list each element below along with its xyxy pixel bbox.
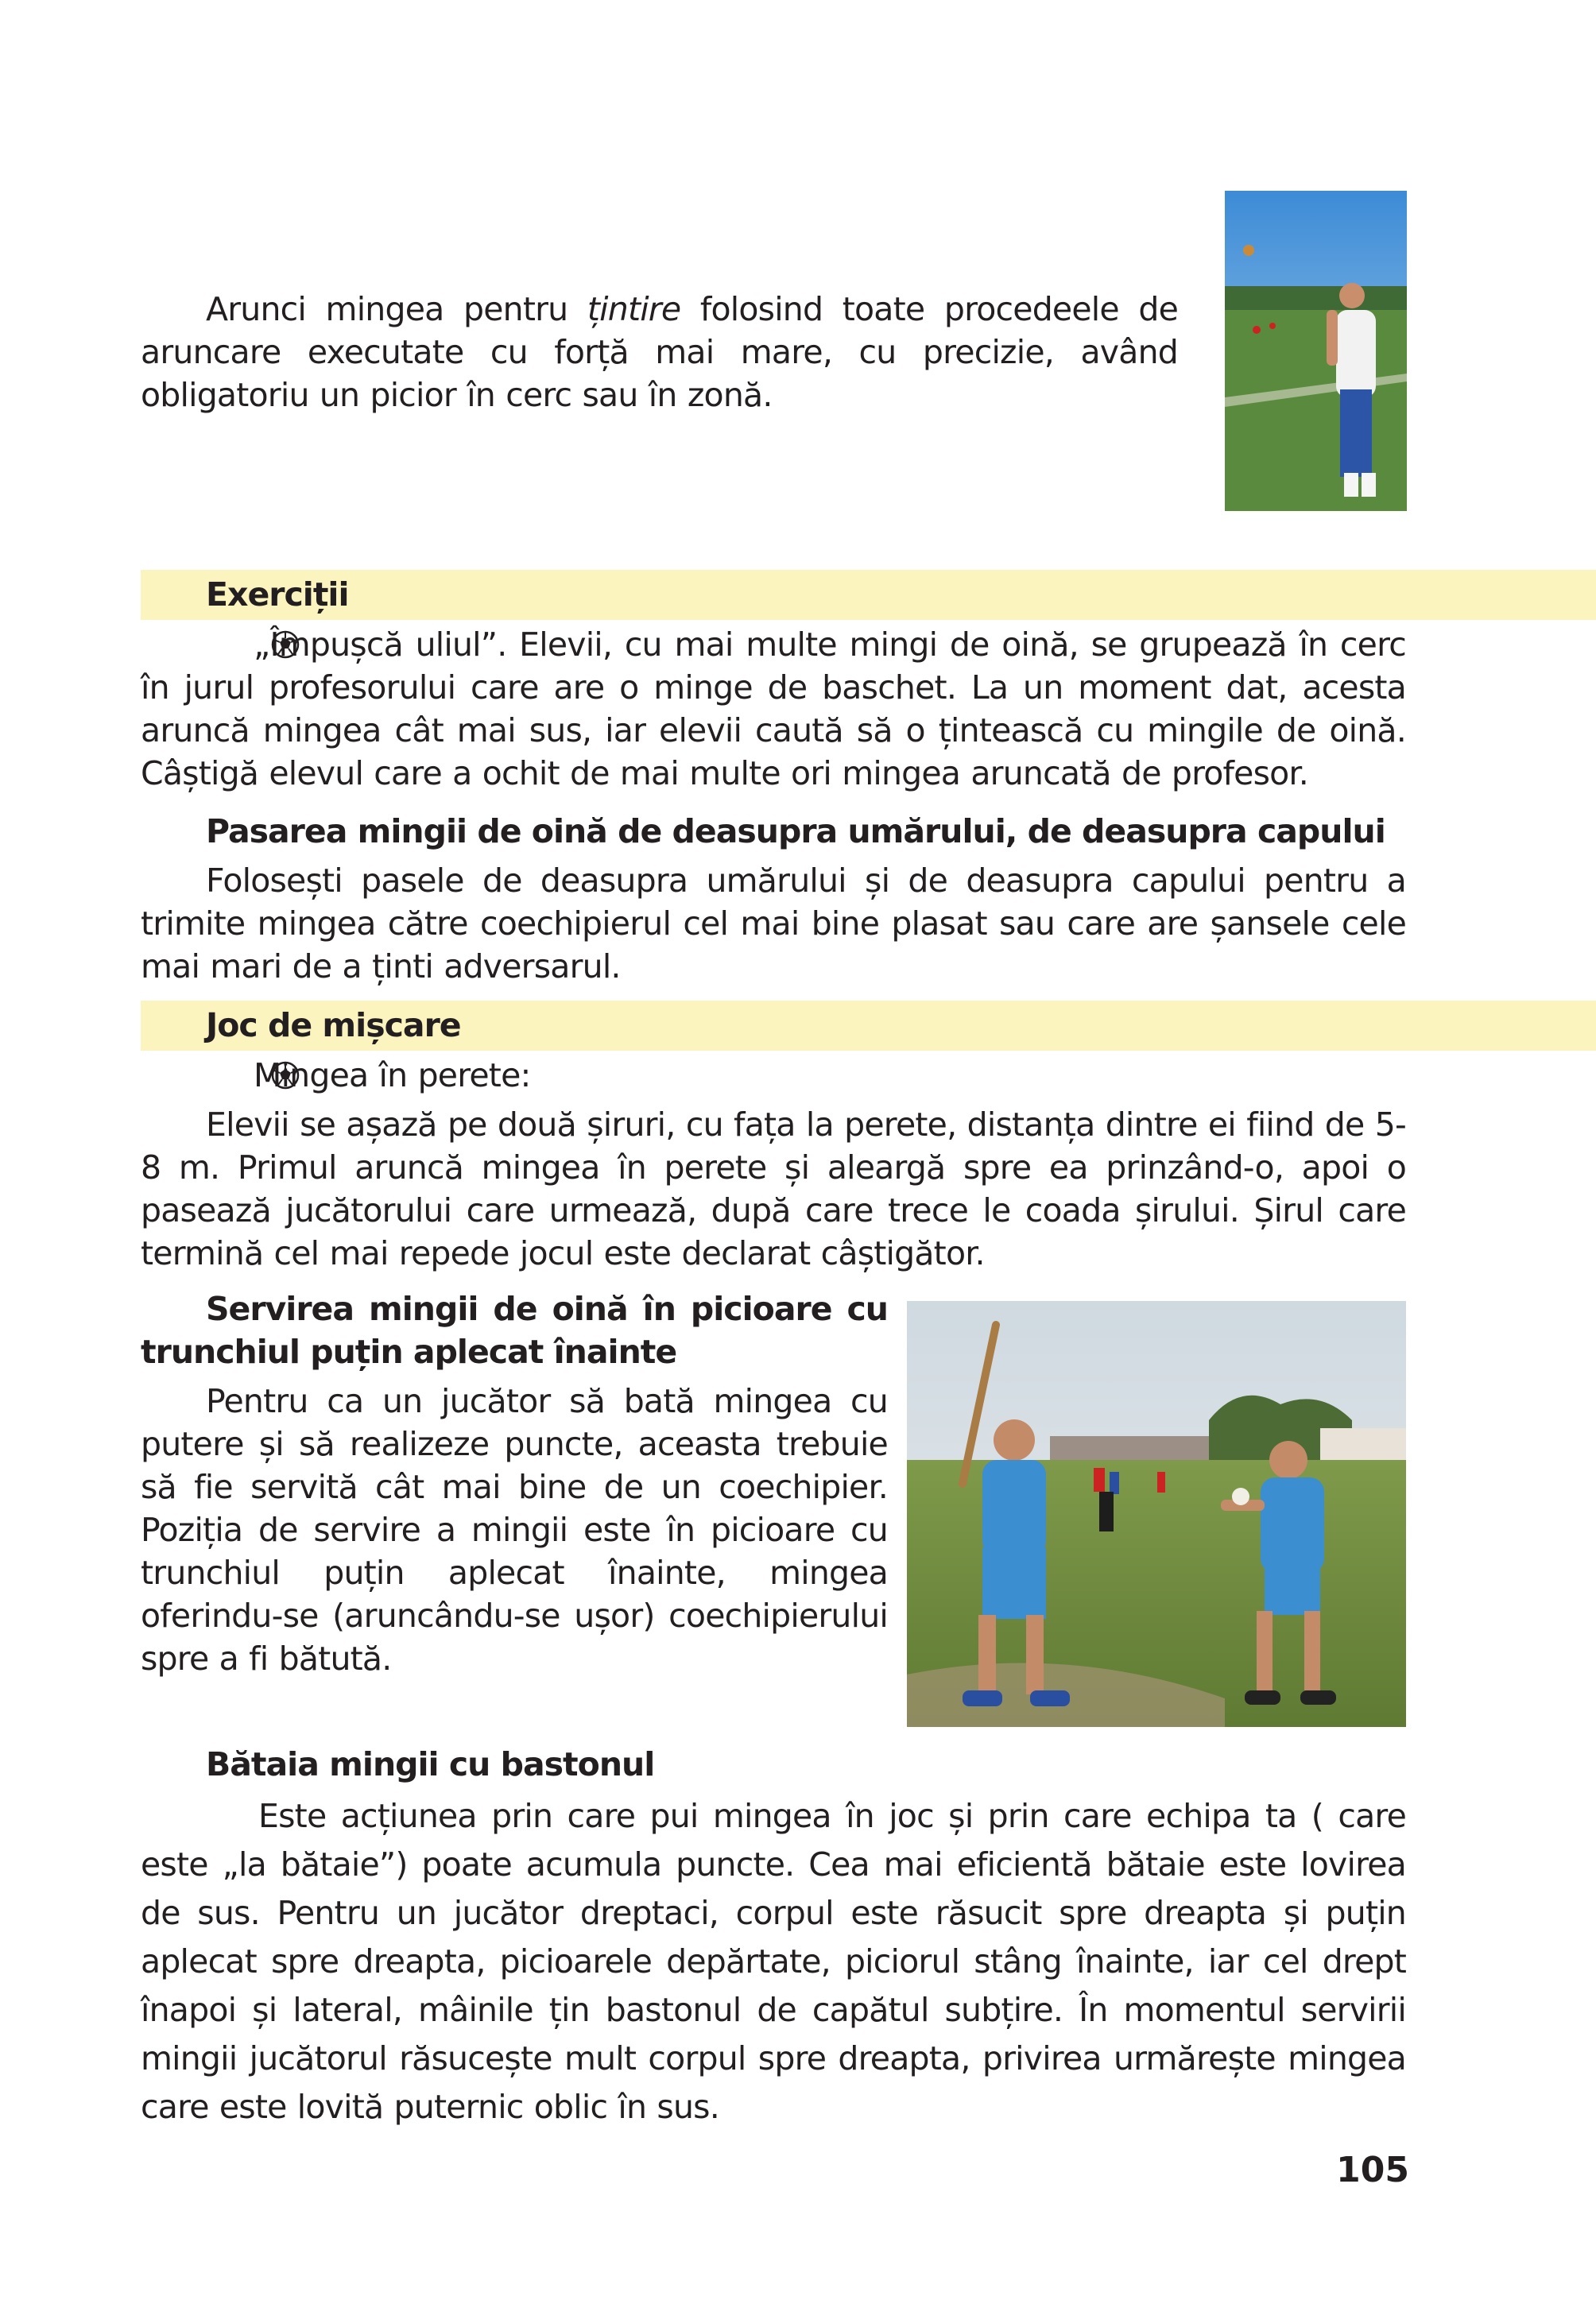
section-band-exercitii (141, 570, 1596, 620)
servirea-section (141, 1287, 888, 1680)
bataia-heading: Bătaia mingii cu bastonul (206, 1745, 655, 1783)
servirea-heading (141, 1287, 888, 1373)
intro-text: Arunci mingea pentru țintire folosind toate procedeele de aruncare executate cu forță mai mare, cu precizie, având obligatoriu un picior în cerc sau în zonă. (141, 290, 1178, 414)
pasarea-text: Folosești pasele de deasupra umărului și de deasupra capului pentru a trimite mingea către coechipierul cel mai bine plasat sau care are șansele cele mai mari de a ținti adversarul. (141, 862, 1406, 985)
joc-text: Elevii se așază pe două șiruri, cu fața la perete, distanța dintre ei fiind de 5-8 m. Primul aruncă mingea în perete și aleargă spre ea prinzând-o, apoi o pasează jucătorului care urmează, după care trece le coada șirului. Șirul care termină cel mai repede jocul este declarat câștigător. (141, 1105, 1406, 1272)
exercitii-content (141, 623, 1406, 795)
soccer-ball-icon (206, 626, 234, 655)
joc-content (141, 1054, 1406, 1275)
photo-oina-batting (907, 1301, 1406, 1727)
servirea-text: Pentru ca un jucător să bată mingea cu putere și să realizeze puncte, aceasta trebuie să fie servită cât mai bine de un coechipier. Poziția de servire a mingii este în picioare cu trunchiul puțin aplecat înainte, mingea oferindu-se (aruncându-se ușor) coechipierului spre a fi bătută. (141, 1382, 888, 1678)
photo-player-throwing (1225, 191, 1407, 511)
section-band-joc (141, 1001, 1596, 1051)
intro-paragraph (141, 288, 1178, 416)
servirea-heading-line1: Servirea mingii de oină în picioare cu (206, 1290, 888, 1328)
exercitii-heading: Exerciții (206, 575, 349, 614)
soccer-ball-icon (206, 1057, 234, 1086)
pasarea-heading: Pasarea mingii de oină de deasupra umărului, de deasupra capului (206, 812, 1385, 850)
pasarea-section (141, 810, 1406, 988)
bataia-text: Este acțiunea prin care pui mingea în joc și prin care echipa ta ( care este „la bătaie”) poate acumula puncte. Cea mai eficientă bătaie este lovirea de sus. Pentru un jucător dreptaci, corpul este răsucit spre dreapta și puțin aplecat spre dreapta, picioarele depărtate, piciorul stâng înainte, iar cel drept înapoi și lateral, mâinile țin bastonul de capătul subțire. În momentul servirii mingii jucătorul răsucește mult corpul spre dreapta, privirea urmărește mingea care este lovită puternic oblic în sus. (141, 1797, 1406, 2126)
joc-item: Mingea în perete: (141, 1054, 1406, 1097)
servirea-heading-line2: trunchiul puțin aplecat înainte (141, 1333, 677, 1371)
page-number: 105 (1336, 2150, 1409, 2190)
joc-heading: Joc de mișcare (206, 1006, 461, 1044)
intro-emphasis: țintire (587, 290, 681, 328)
bataia-section (141, 1743, 1406, 2132)
exercitii-item: „Împușcă uliul”. Elevii, cu mai multe mingi de oină, se grupează în cerc în jurul profesorului care are o minge de baschet. La un moment dat, acesta aruncă mingea cât mai sus, iar elevii caută să o țintească cu mingile de oină. Câștigă elevul care a ochit de mai multe ori mingea aruncată de profesor. (141, 625, 1406, 792)
